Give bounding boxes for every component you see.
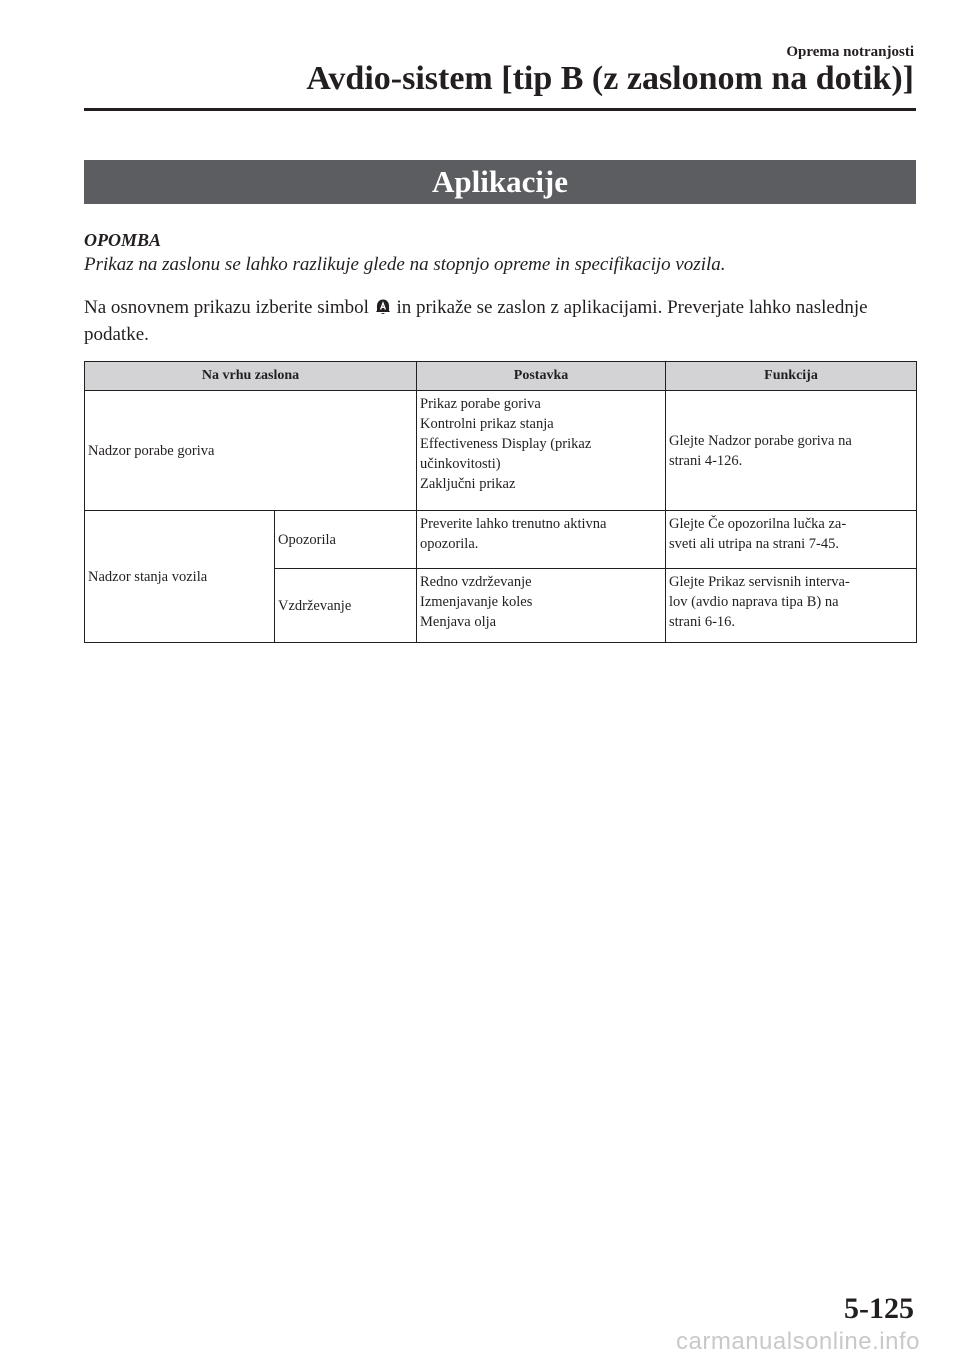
apps-table xyxy=(84,361,917,643)
cell-line: strani 6-16. xyxy=(669,614,736,630)
section-label: Oprema notranjosti xyxy=(786,44,914,60)
table-cell-postavka xyxy=(417,391,666,511)
table-cell-sub: Opozorila xyxy=(275,511,417,569)
cell-line: Kontrolni prikaz stanja xyxy=(420,416,554,432)
intro-text-after: in prikaže se zaslon z aplikacijami. Preverjate lahko naslednje podatke. xyxy=(84,297,868,345)
cell-line: sveti ali utripa na strani 7-45. xyxy=(669,536,839,552)
cell-line: lov (avdio naprava tipa B) na xyxy=(669,594,839,610)
cell-line: opozorila. xyxy=(420,536,479,552)
apps-icon xyxy=(376,299,390,315)
cell-line: Glejte Če opozorilna lučka za- xyxy=(669,516,847,532)
note-label: OPOMBA xyxy=(84,230,162,250)
cell-line: strani 4-126. xyxy=(669,453,743,469)
table-cell-funkcija xyxy=(666,391,917,511)
cell-line: Glejte Prikaz servisnih interva- xyxy=(669,574,850,590)
cell-line: Glejte Nadzor porabe goriva na xyxy=(669,433,852,449)
table-cell-topic: Nadzor stanja vozila xyxy=(85,511,275,643)
page-number: 5-125 xyxy=(844,1292,914,1325)
column-header-item: Postavka xyxy=(417,362,666,391)
column-header-top: Na vrhu zaslona xyxy=(85,362,417,391)
cell-line: Izmenjavanje koles xyxy=(420,594,533,610)
table-cell-postavka xyxy=(417,569,666,643)
column-header-function: Funkcija xyxy=(666,362,917,391)
intro-paragraph xyxy=(84,294,916,348)
table-cell-postavka xyxy=(417,511,666,569)
table-cell-topic: Nadzor porabe goriva xyxy=(85,391,417,511)
header-divider xyxy=(84,108,916,111)
cell-line: Redno vzdrževanje xyxy=(420,574,532,590)
watermark: carmanualsonline.info xyxy=(676,1328,920,1355)
table-row xyxy=(85,391,917,511)
section-banner: Aplikacije xyxy=(84,160,916,204)
cell-line: učinkovitosti) xyxy=(420,456,501,472)
page-title: Avdio-sistem [tip B (z zaslonom na dotik)] xyxy=(306,60,914,97)
table-row xyxy=(85,511,917,569)
intro-text-before: Na osnovnem prikazu izberite simbol xyxy=(84,297,374,318)
table-cell-funkcija xyxy=(666,569,917,643)
note-text: Prikaz na zaslonu se lahko razlikuje glede na stopnjo opreme in specifikacijo vozila. xyxy=(84,254,726,275)
cell-line: Zaključni prikaz xyxy=(420,476,516,492)
table-cell-sub: Vzdrževanje xyxy=(275,569,417,643)
cell-line: Prikaz porabe goriva xyxy=(420,396,541,412)
table-header-row xyxy=(85,362,917,391)
table-cell-funkcija xyxy=(666,511,917,569)
cell-line: Menjava olja xyxy=(420,614,497,630)
cell-line: Preverite lahko trenutno aktivna xyxy=(420,516,607,532)
cell-line: Effectiveness Display (prikaz xyxy=(420,436,592,452)
